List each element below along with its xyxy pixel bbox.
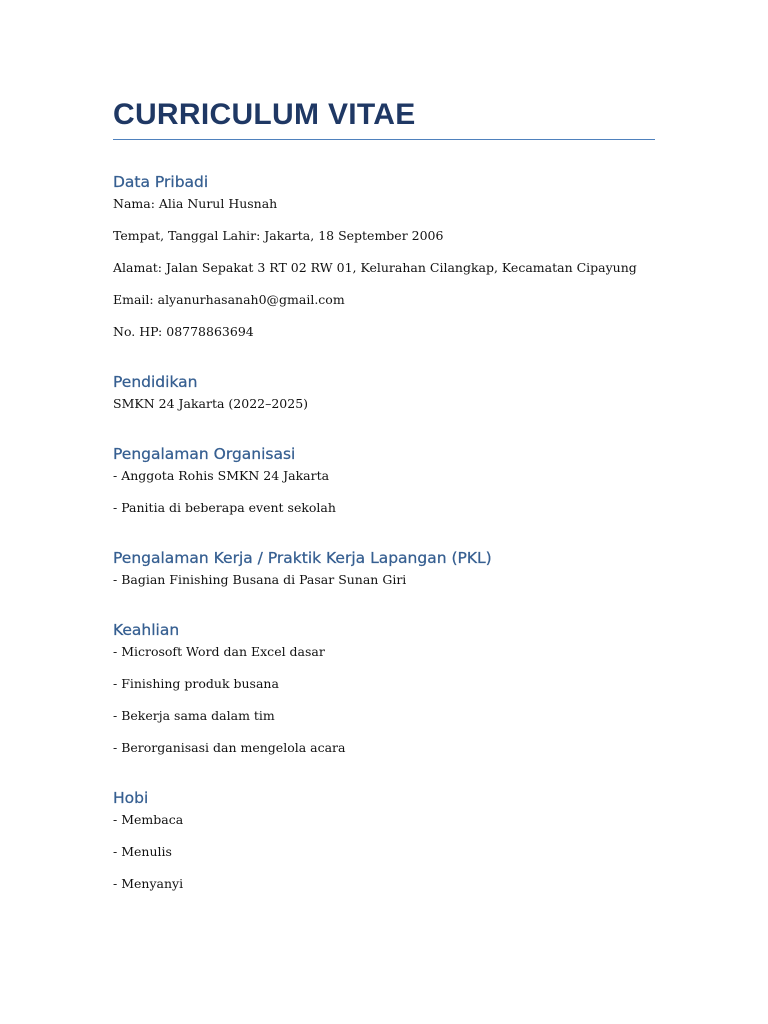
hobby-item: - Membaca [113, 812, 184, 827]
personal-email: Email: alyanurhasanah0@gmail.com [113, 292, 345, 307]
section-organization [113, 444, 655, 516]
section-heading-hobbies: Hobi [113, 789, 149, 807]
section-education [113, 372, 655, 412]
section-heading-personal-data: Data Pribadi [113, 173, 209, 191]
section-heading-work-experience: Pengalaman Kerja / Praktik Kerja Lapangan (PKL) [113, 549, 492, 567]
skill-item: - Microsoft Word dan Excel dasar [113, 644, 325, 659]
document-title: CURRICULUM VITAE [113, 98, 416, 131]
organization-item: - Anggota Rohis SMKN 24 Jakarta [113, 468, 330, 483]
organization-item: - Panitia di beberapa event sekolah [113, 500, 336, 515]
hobby-item: - Menyanyi [113, 876, 184, 891]
skill-item: - Finishing produk busana [113, 676, 279, 691]
personal-address: Alamat: Jalan Sepakat 3 RT 02 RW 01, Kelurahan Cilangkap, Kecamatan Cipayung [113, 260, 637, 275]
skill-item: - Berorganisasi dan mengelola acara [113, 740, 346, 755]
personal-name: Nama: Alia Nurul Husnah [113, 196, 278, 211]
title-divider [113, 139, 655, 140]
skill-item: - Bekerja sama dalam tim [113, 708, 275, 723]
section-work-experience [113, 548, 655, 588]
personal-birth: Tempat, Tanggal Lahir: Jakarta, 18 September 2006 [113, 228, 444, 243]
section-hobbies [113, 788, 655, 892]
section-heading-organization: Pengalaman Organisasi [113, 445, 296, 463]
section-skills [113, 620, 655, 756]
personal-phone: No. HP: 08778863694 [113, 324, 254, 339]
hobby-item: - Menulis [113, 844, 172, 859]
section-heading-skills: Keahlian [113, 621, 180, 639]
section-personal-data [113, 172, 655, 340]
section-heading-education: Pendidikan [113, 373, 198, 391]
education-item: SMKN 24 Jakarta (2022–2025) [113, 396, 309, 411]
work-item: - Bagian Finishing Busana di Pasar Sunan Giri [113, 572, 407, 587]
